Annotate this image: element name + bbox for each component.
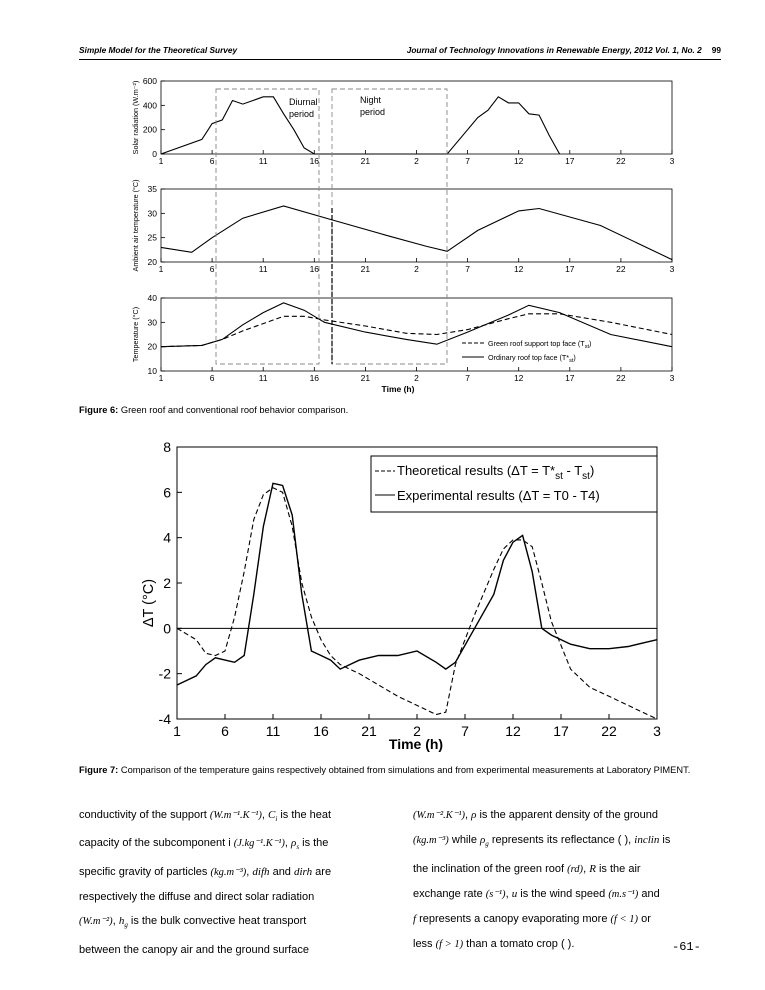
panel-ylabel: Temperature (°C) — [131, 306, 140, 363]
caption-text: Comparison of the temperature gains respectively obtained from simulations and from experimental measurements at Laboratory PIMENT. — [120, 765, 691, 775]
x-tick-label: 16 — [309, 373, 320, 383]
x-tick-label: 17 — [553, 723, 569, 739]
y-tick-label: 200 — [142, 124, 157, 135]
figure-6-caption — [79, 404, 721, 416]
x-tick-label: 3 — [669, 373, 675, 383]
x-tick-label: 2 — [414, 156, 419, 166]
experimental-line — [177, 483, 657, 685]
y-tick-label: 25 — [147, 232, 157, 243]
legend-green-roof: Green roof support top face $(T_{st})$ — [488, 339, 592, 350]
y-tick-label: 20 — [147, 257, 157, 267]
text-line: (W.m⁻².K⁻¹), ρ is the apparent density of the ground — [413, 809, 659, 821]
x-tick-label: 11 — [258, 156, 268, 166]
x-tick-label: 2 — [413, 723, 421, 739]
theoretical-line — [177, 488, 657, 719]
x-tick-label: 22 — [616, 264, 626, 274]
text-line: f represents a canopy evaporating more (f < 1) or — [413, 913, 651, 925]
x-tick-label: 3 — [669, 156, 675, 166]
night-period-box — [332, 89, 447, 364]
text-line: specific gravity of particles (kg.m⁻³), difh and dirh are — [79, 865, 332, 878]
x-tick-label: 11 — [258, 373, 268, 383]
panel-ylabel: Solar radiation (W.m⁻²) — [131, 80, 140, 155]
y-tick-label: -2 — [158, 665, 171, 682]
series-line — [161, 303, 672, 347]
y-tick-label: 0 — [152, 149, 157, 159]
x-tick-label: 12 — [513, 373, 524, 383]
x-tick-label: 21 — [361, 723, 377, 739]
figure-6 — [0, 0, 765, 420]
caption-label: Figure 6: — [79, 405, 119, 415]
x-tick-label: 6 — [209, 156, 215, 166]
y-tick-label: 10 — [147, 366, 157, 376]
x-tick-label: 22 — [616, 373, 626, 383]
x-tick-label: 1 — [158, 264, 164, 274]
x-tick-label: 22 — [616, 156, 626, 166]
text-line: capacity of the subcomponent i (J.kg⁻¹.K⁻¹), $\rho_s$ is the — [79, 837, 329, 852]
legend-theoretical: Theoretical results $(\Delta T = T*_{st} - T_{st})$ — [397, 463, 595, 482]
y-tick-label: 30 — [147, 208, 157, 219]
text-line: between the canopy air and the ground surface — [79, 943, 309, 956]
series-line — [161, 206, 672, 260]
x-tick-label: 1 — [173, 723, 181, 739]
y-tick-label: 600 — [142, 76, 157, 86]
figure-7-caption — [79, 764, 721, 776]
x-tick-label: 16 — [309, 156, 320, 166]
fig7-legend — [371, 456, 657, 512]
text-line: (W.m⁻²), $h_g$ is the bulk convective heat transport — [79, 915, 307, 930]
x-tick-label: 1 — [158, 373, 164, 383]
x-tick-label: 17 — [565, 264, 575, 274]
x-tick-label: 2 — [414, 373, 419, 383]
y-tick-label: 400 — [142, 100, 157, 111]
y-tick-label: 0 — [163, 620, 171, 637]
x-tick-label: 2 — [414, 264, 419, 274]
body-column-right — [413, 803, 722, 957]
text-line: less (f > 1) than a tomato crop ( ). — [413, 938, 575, 951]
figure-7 — [0, 420, 765, 760]
fig7-xlabel: Time (h) — [388, 736, 444, 752]
x-tick-label: 7 — [465, 264, 470, 274]
x-tick-label: 17 — [565, 156, 575, 166]
y-tick-label: 2 — [163, 575, 171, 591]
caption-text: Green roof and conventional roof behavior comparison. — [120, 405, 349, 415]
diurnal-label-1: Diurnal — [289, 97, 318, 107]
diurnal-label-2: period — [289, 109, 315, 119]
header-title: Simple Model for the Theoretical Survey — [79, 45, 238, 55]
x-tick-label: 12 — [513, 264, 524, 274]
legend-ordinary-roof: Ordinary roof top face $(T*_{st})$ — [488, 353, 576, 364]
x-tick-label: 21 — [360, 264, 371, 274]
figure-6-panels — [131, 76, 675, 383]
x-tick-label: 7 — [465, 373, 470, 383]
text-line: the inclination of the green roof (rd), R is the air — [413, 862, 641, 875]
x-tick-label: 12 — [505, 723, 521, 739]
x-tick-label: 11 — [258, 264, 268, 274]
x-tick-label: 21 — [360, 156, 371, 166]
body-column-left — [79, 803, 388, 962]
x-tick-label: 3 — [653, 723, 661, 739]
x-tick-label: 1 — [158, 156, 164, 166]
fig7-ylabel: ΔT (°C) — [141, 578, 157, 628]
x-tick-label: 16 — [309, 264, 320, 274]
fig6-xlabel: Time (h) — [381, 384, 415, 394]
series-line — [161, 97, 560, 154]
x-tick-label: 6 — [221, 723, 229, 739]
y-tick-label: 4 — [163, 529, 171, 546]
y-tick-label: 35 — [147, 184, 157, 194]
panel-frame — [161, 298, 672, 371]
legend-experimental: Experimental results (ΔT = T0 - T4) — [397, 488, 600, 503]
y-tick-label: 8 — [163, 439, 171, 455]
text-line: (kg.m⁻³) while $\rho_g$ represents its reflectance ( ), inclin is — [413, 834, 671, 849]
x-tick-label: 22 — [601, 723, 617, 739]
x-tick-label: 3 — [669, 264, 675, 274]
night-label-2: period — [360, 107, 386, 117]
panel-ylabel: Ambient air temperature (°C) — [131, 179, 140, 272]
y-tick-label: 20 — [147, 341, 157, 352]
x-tick-label: 21 — [360, 373, 371, 383]
journal-name: Journal of Technology Innovations in Renewable Energy, 2012 Vol. 1, No. 2 — [406, 45, 702, 55]
header-page-number: 99 — [711, 45, 721, 55]
y-tick-label: 6 — [163, 484, 171, 501]
text-line: conductivity of the support (W.m⁻¹.K⁻¹), $C_i$ is the heat — [79, 809, 332, 824]
panel-frame — [161, 81, 672, 154]
y-tick-label: -4 — [158, 711, 171, 727]
y-tick-label: 40 — [147, 293, 157, 303]
x-tick-label: 12 — [513, 156, 524, 166]
x-tick-label: 7 — [461, 723, 469, 739]
x-tick-label: 6 — [209, 264, 215, 274]
caption-label: Figure 7: — [79, 765, 119, 775]
night-label-1: Night — [360, 95, 382, 105]
x-tick-label: 6 — [209, 373, 215, 383]
text-line: respectively the diffuse and direct solar radiation — [79, 890, 315, 903]
panel-frame — [161, 189, 672, 262]
x-tick-label: 11 — [265, 723, 281, 739]
x-tick-label: 17 — [565, 373, 575, 383]
x-tick-label: 16 — [313, 723, 329, 739]
fig6-legend — [462, 339, 591, 364]
page-footer: -61- — [672, 940, 701, 954]
text-line: exchange rate (s⁻¹), u is the wind speed (m.s⁻¹) and — [413, 887, 660, 900]
y-tick-label: 30 — [147, 317, 157, 328]
series-line — [161, 314, 672, 347]
x-tick-label: 7 — [465, 156, 470, 166]
diurnal-period-box — [216, 89, 319, 364]
